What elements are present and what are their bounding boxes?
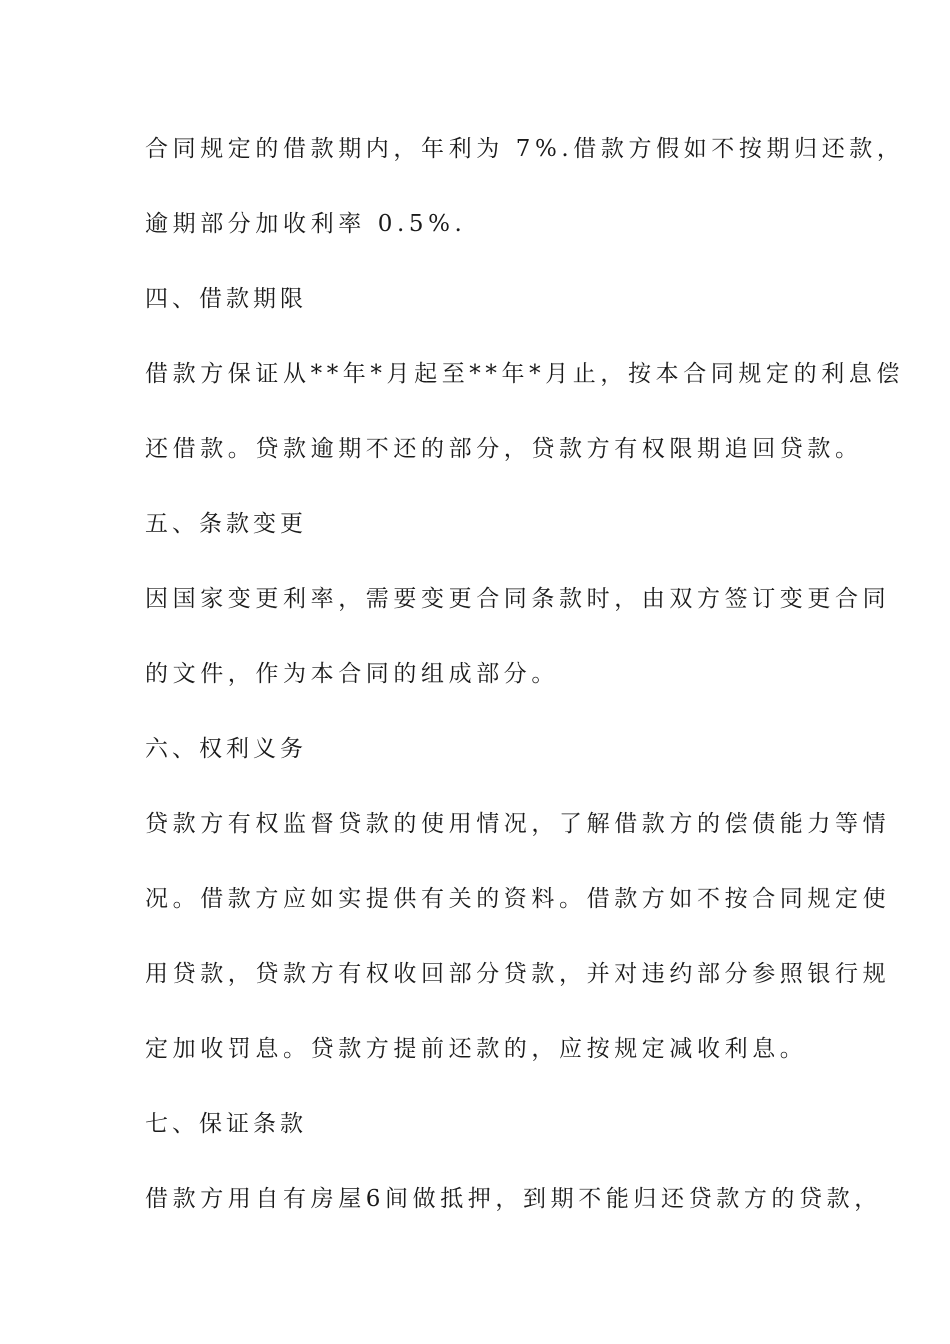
paragraph-line: 定加收罚息。贷款方提前还款的，应按规定减收利息。 [145,1036,808,1062]
section-heading-amendment: 五、条款变更 [145,511,307,537]
paragraph-line: 借款方保证从**年*月起至**年*月止，按本合同规定的利息偿 [145,361,904,387]
paragraph-line: 借款方用自有房屋6间做抵押，到期不能归还贷款方的贷款， [145,1186,882,1212]
paragraph-line: 贷款方有权监督贷款的使用情况，了解借款方的偿债能力等情 [145,811,891,837]
section-heading-rights: 六、权利义务 [145,736,307,762]
section-heading-term: 四、借款期限 [145,286,307,312]
paragraph-line: 因国家变更利率，需要变更合同条款时，由双方签订变更合同 [145,586,891,612]
paragraph-line: 合同规定的借款期内，年利为 7%.借款方假如不按期归还款， [145,136,905,162]
paragraph-line: 况。借款方应如实提供有关的资料。借款方如不按合同规定使 [145,886,891,912]
paragraph-line: 逾期部分加收利率 0.5%. [145,211,467,237]
paragraph-line: 用贷款，贷款方有权收回部分贷款，并对违约部分参照银行规 [145,961,891,987]
paragraph-line: 还借款。贷款逾期不还的部分，贷款方有权限期追回贷款。 [145,436,863,462]
paragraph-line: 的文件，作为本合同的组成部分。 [145,661,559,687]
section-heading-guarantee: 七、保证条款 [145,1111,307,1137]
